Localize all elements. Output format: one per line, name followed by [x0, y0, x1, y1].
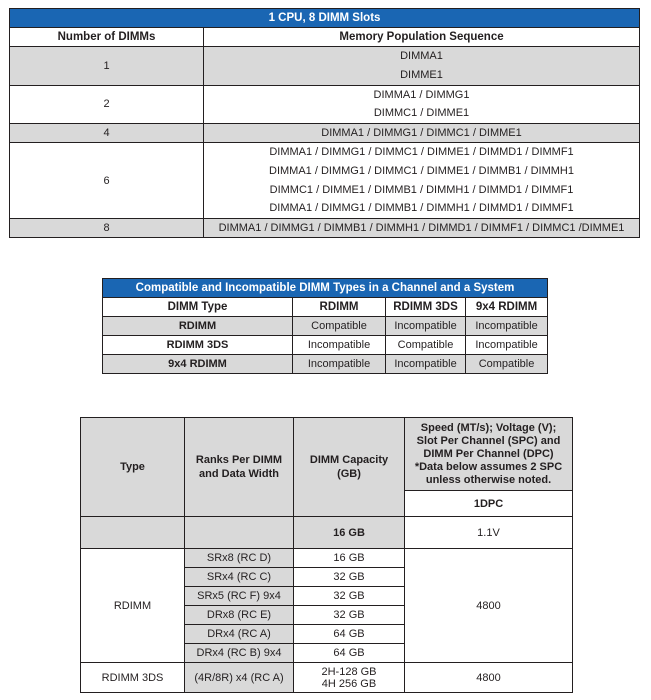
capacity-cell: 64 GB — [294, 625, 405, 644]
compat-cell: Incompatible — [293, 336, 386, 355]
table3-header-type: Type — [81, 418, 185, 517]
compat-cell: Incompatible — [386, 317, 466, 336]
compat-cell: Incompatible — [466, 317, 548, 336]
table-row — [81, 663, 573, 693]
capacity-line: 4H 256 GB — [321, 677, 377, 690]
capacity-line: 2H-128 GB — [321, 665, 377, 678]
capacity-cell: 64 GB — [294, 644, 405, 663]
population-sequence — [204, 85, 640, 124]
table2-header: RDIMM 3DS — [386, 298, 466, 317]
table-row — [10, 143, 640, 219]
ranks-cell: SRx4 (RC C) — [185, 568, 294, 587]
ranks-cell: SRx8 (RC D) — [185, 549, 294, 568]
sequence-line: DIMME1 — [400, 68, 443, 81]
sequence-line: DIMMA1 / DIMMG1 / DIMMC1 / DIMME1 / DIMMD1 / DIMMF1 — [269, 146, 574, 158]
population-sequence: DIMMA1 / DIMMG1 / DIMMB1 / DIMMH1 / DIMMD1 / DIMMF1 / DIMMC1 /DIMME1 — [204, 219, 640, 238]
capacity-cell — [294, 663, 405, 693]
table3-header-speed: Speed (MT/s); Voltage (V); Slot Per Channel (SPC) and DIMM Per Channel (DPC) *Data below assumes 2 SPC unless otherwise noted. — [405, 418, 573, 491]
table2-header: DIMM Type — [103, 298, 293, 317]
rdimm-type: RDIMM — [81, 549, 185, 663]
dimm-count: 8 — [10, 219, 204, 238]
ranks-cell: (4R/8R) x4 (RC A) — [185, 663, 294, 693]
dimm-type: RDIMM 3DS — [103, 336, 293, 355]
compat-cell: Compatible — [293, 317, 386, 336]
ranks-cell: DRx4 (RC B) 9x4 — [185, 644, 294, 663]
population-sequence — [204, 143, 640, 219]
capacity-cell: 32 GB — [294, 587, 405, 606]
sequence-line: DIMMA1 / DIMMG1 — [373, 88, 470, 101]
sequence-line: DIMMC1 / DIMME1 — [373, 107, 470, 120]
table1-title: 1 CPU, 8 DIMM Slots — [10, 9, 640, 28]
ranks-cell: SRx5 (RC F) 9x4 — [185, 587, 294, 606]
table3-header-capacity: DIMM Capacity (GB) — [294, 418, 405, 517]
dimm-compatibility-table — [102, 278, 548, 374]
table-row — [103, 336, 548, 355]
capacity-cell: 16 GB — [294, 549, 405, 568]
dimm-count: 1 — [10, 47, 204, 86]
table1-col-sequence: Memory Population Sequence — [204, 28, 640, 47]
rdimm3ds-type: RDIMM 3DS — [81, 663, 185, 693]
table3-voltage: 1.1V — [405, 517, 573, 549]
sequence-line: DIMMA1 / DIMMG1 / DIMMC1 / DIMME1 / DIMMB1 / DIMMH1 — [269, 164, 574, 177]
rdimm-speed: 4800 — [405, 549, 573, 663]
table2-title: Compatible and Incompatible DIMM Types in a Channel and a System — [103, 279, 548, 298]
table-row — [81, 549, 573, 568]
dimm-count: 4 — [10, 124, 204, 143]
sequence-line: DIMMC1 / DIMME1 / DIMMB1 / DIMMH1 / DIMMD1 / DIMMF1 — [269, 183, 574, 196]
compat-cell: Incompatible — [293, 355, 386, 374]
capacity-cell: 32 GB — [294, 568, 405, 587]
table-row — [10, 85, 640, 124]
table3-capacity-16gb: 16 GB — [294, 517, 405, 549]
dimm-speed-table — [80, 417, 573, 693]
empty-cell — [81, 517, 185, 549]
sequence-line: DIMMA1 — [400, 50, 443, 62]
compat-cell: Compatible — [386, 336, 466, 355]
table-row — [10, 219, 640, 238]
compat-cell: Incompatible — [386, 355, 466, 374]
dimm-type: 9x4 RDIMM — [103, 355, 293, 374]
table2-header: RDIMM — [293, 298, 386, 317]
table3-header-1dpc: 1DPC — [405, 491, 573, 517]
population-sequence: DIMMA1 / DIMMG1 / DIMMC1 / DIMME1 — [204, 124, 640, 143]
sequence-line: DIMMA1 / DIMMG1 / DIMMB1 / DIMMH1 / DIMMD1 / DIMMF1 — [269, 202, 574, 215]
dimm-type: RDIMM — [103, 317, 293, 336]
compat-cell: Compatible — [466, 355, 548, 374]
table3-header-ranks: Ranks Per DIMM and Data Width — [185, 418, 294, 517]
dimm-count: 6 — [10, 143, 204, 219]
table-row — [10, 124, 640, 143]
table2-header: 9x4 RDIMM — [466, 298, 548, 317]
rdimm3ds-speed: 4800 — [405, 663, 573, 693]
compat-cell: Incompatible — [466, 336, 548, 355]
ranks-cell: DRx4 (RC A) — [185, 625, 294, 644]
table-row — [103, 317, 548, 336]
dimm-count: 2 — [10, 85, 204, 124]
table-row — [10, 47, 640, 86]
empty-cell — [185, 517, 294, 549]
capacity-cell: 32 GB — [294, 606, 405, 625]
table1-col-number: Number of DIMMs — [10, 28, 204, 47]
dimm-population-table — [9, 8, 640, 238]
ranks-cell: DRx8 (RC E) — [185, 606, 294, 625]
table-row — [103, 355, 548, 374]
population-sequence — [204, 47, 640, 86]
